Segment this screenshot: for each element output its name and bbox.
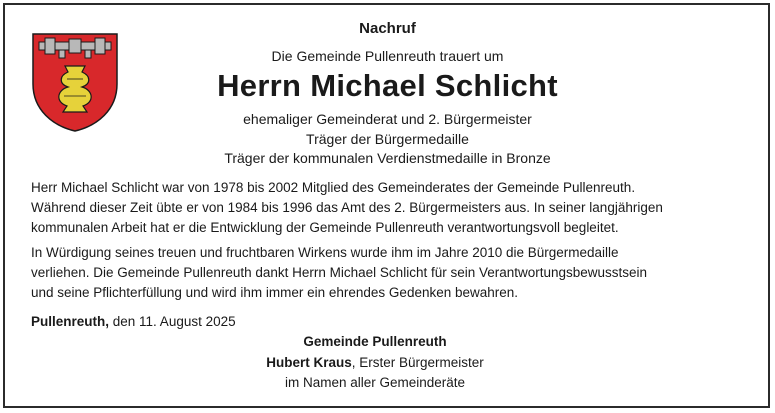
obituary-heading: Nachruf	[359, 20, 416, 37]
role-line: Träger der Bürgermedaille	[306, 131, 469, 147]
text-line: In Würdigung seines treuen und fruchtbaren Wirkens wurde ihm im Jahre 2010 die Bürgermedaille	[31, 245, 619, 260]
text-line: kommunalen Arbeit hat er die Entwicklung der Gemeinde Pullenreuth verantwortungsvoll begleitet.	[31, 220, 619, 235]
date: den 11. August 2025	[109, 314, 236, 329]
signer-title: , Erster Bürgermeister	[351, 355, 484, 370]
place-date	[31, 314, 236, 329]
place: Pullenreuth,	[31, 314, 110, 329]
signature-note: im Namen aller Gemeinderäte	[284, 375, 466, 390]
text-line: Während dieser Zeit übte er von 1984 bis 1996 das Amt des 2. Bürgermeisters aus. In seiner langjährigen	[31, 200, 663, 215]
role-line: Träger der kommunalen Verdienstmedaille in Bronze	[224, 150, 551, 166]
paragraph-career	[31, 178, 751, 238]
intro-line: Die Gemeinde Pullenreuth trauert um	[271, 48, 504, 64]
signer-name: Hubert Kraus	[266, 355, 352, 370]
role-line: ehemaliger Gemeinderat und 2. Bürgermeister	[243, 111, 532, 127]
signature-person	[175, 355, 575, 370]
text-line: Herr Michael Schlicht war von 1978 bis 2002 Mitglied des Gemeinderates der Gemeinde Pullenreuth.	[31, 180, 636, 195]
text-line: verliehen. Die Gemeinde Pullenreuth dankt Herrn Michael Schlicht für sein Verantwortungsbewusstsein	[31, 265, 648, 280]
paragraph-tribute	[31, 243, 751, 303]
text-line: und seine Pflichterfüllung und wird ihm immer ein ehrendes Gedenken bewahren.	[31, 285, 519, 300]
deceased-name: Herrn Michael Schlicht	[217, 68, 558, 103]
signature-org: Gemeinde Pullenreuth	[303, 334, 447, 349]
